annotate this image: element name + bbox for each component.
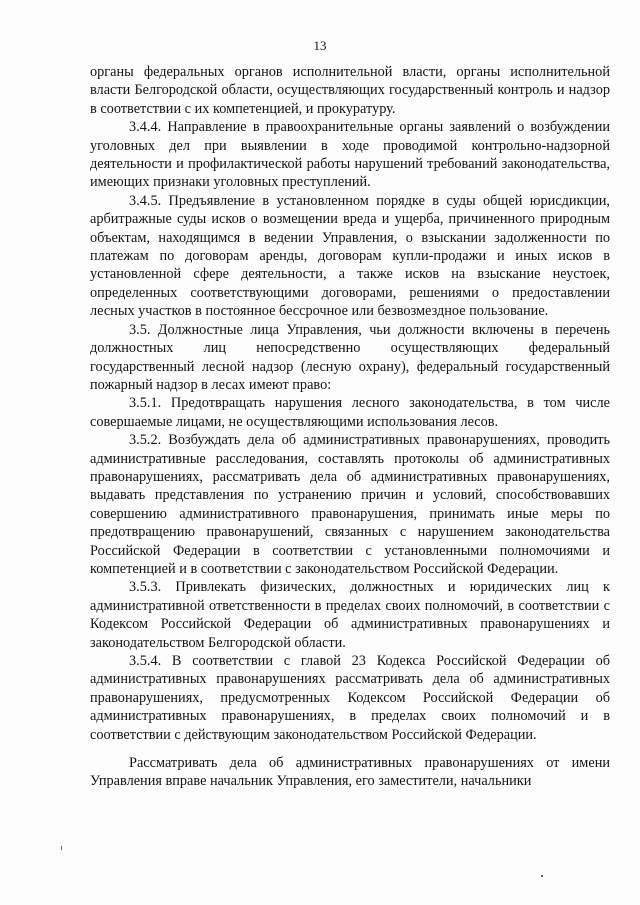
paragraph-3-5-4: 3.5.4. В соответствии с главой 23 Кодекса Российской Федерации об административных правонарушениях рассматривать дела об административных правонарушениях, предусмотренных Кодексом Российской Федерации об административных правонарушениях, в пределах своих полномочий и в соответствии с действующим законодательством Российской Федерации. bbox=[90, 653, 610, 743]
paragraph-rassmatrivat: Рассматривать дела об административных правонарушениях от имени Управления вправе начальник Управления, его заместители, начальники bbox=[90, 755, 610, 790]
document-body bbox=[90, 63, 610, 791]
paragraph-3-4-5: 3.4.5. Предъявление в установленном порядке в суды общей юрисдикции, арбитражные суды исков о возмещении вреда и ущерба, причиненного природным объектам, находящимся в ведении Управления, о взыскании задолженности по платежам по договорам аренды, договорам купли-продажи и иных исков в установленной сфере деятельности, а также исков на взыскание неустоек, определенных соответствующими договорами, решениями о предоставлении лесных участков в постоянное бессрочное или безвозмездное пользование. bbox=[90, 192, 610, 320]
paragraph-3-5-1: 3.5.1. Предотвращать нарушения лесного законодательства, в том числе совершаемые лицами, не осуществляющими использования лесов. bbox=[90, 395, 610, 430]
scan-dot bbox=[541, 875, 543, 877]
paragraph-3-5-3: 3.5.3. Привлекать физических, должностных и юридических лиц к административной ответственности в пределах своих полномочий, в соответствии с Кодексом Российской Федерации об административных правонарушениях и законодательством Белгородской области. bbox=[90, 579, 610, 651]
paragraph-continuation: органы федеральных органов исполнительной власти, органы исполнительной власти Белгородской области, осуществляющих государственный контроль и надзор в соответствии с их компетенцией, и прокуратуру. bbox=[90, 64, 610, 117]
paragraph-3-5: 3.5. Должностные лица Управления, чьи должности включены в перечень должностных лиц непосредственно осуществляющих федеральный государственный лесной надзор (лесную охрану), федеральный государственный пожарный надзор в лесах имеют право: bbox=[90, 321, 610, 393]
paragraph-3-4-4: 3.4.4. Направление в правоохранительные органы заявлений о возбуждении уголовных дел при выявлении в ходе проводимой контрольно-надзорной деятельности и профилактической работы нарушений требований законодательства, имеющих признаки уголовных преступлений. bbox=[90, 119, 610, 191]
page-number: 13 bbox=[313, 38, 327, 53]
scan-mark bbox=[61, 846, 62, 850]
paragraph-3-5-2: 3.5.2. Возбуждать дела об административных правонарушениях, проводить административные расследования, составлять протоколы об административных правонарушениях, рассматривать дела об административных правонарушениях, выдавать представления по устранению причин и условий, способствовавших совершению административного правонарушения, принимать иные меры по предотвращению правонарушений, связанных с нарушением законодательства Российской Федерации в соответствии с установленными полномочиями и компетенцией и в соответствии с законодательством Российской Федерации. bbox=[90, 432, 610, 577]
